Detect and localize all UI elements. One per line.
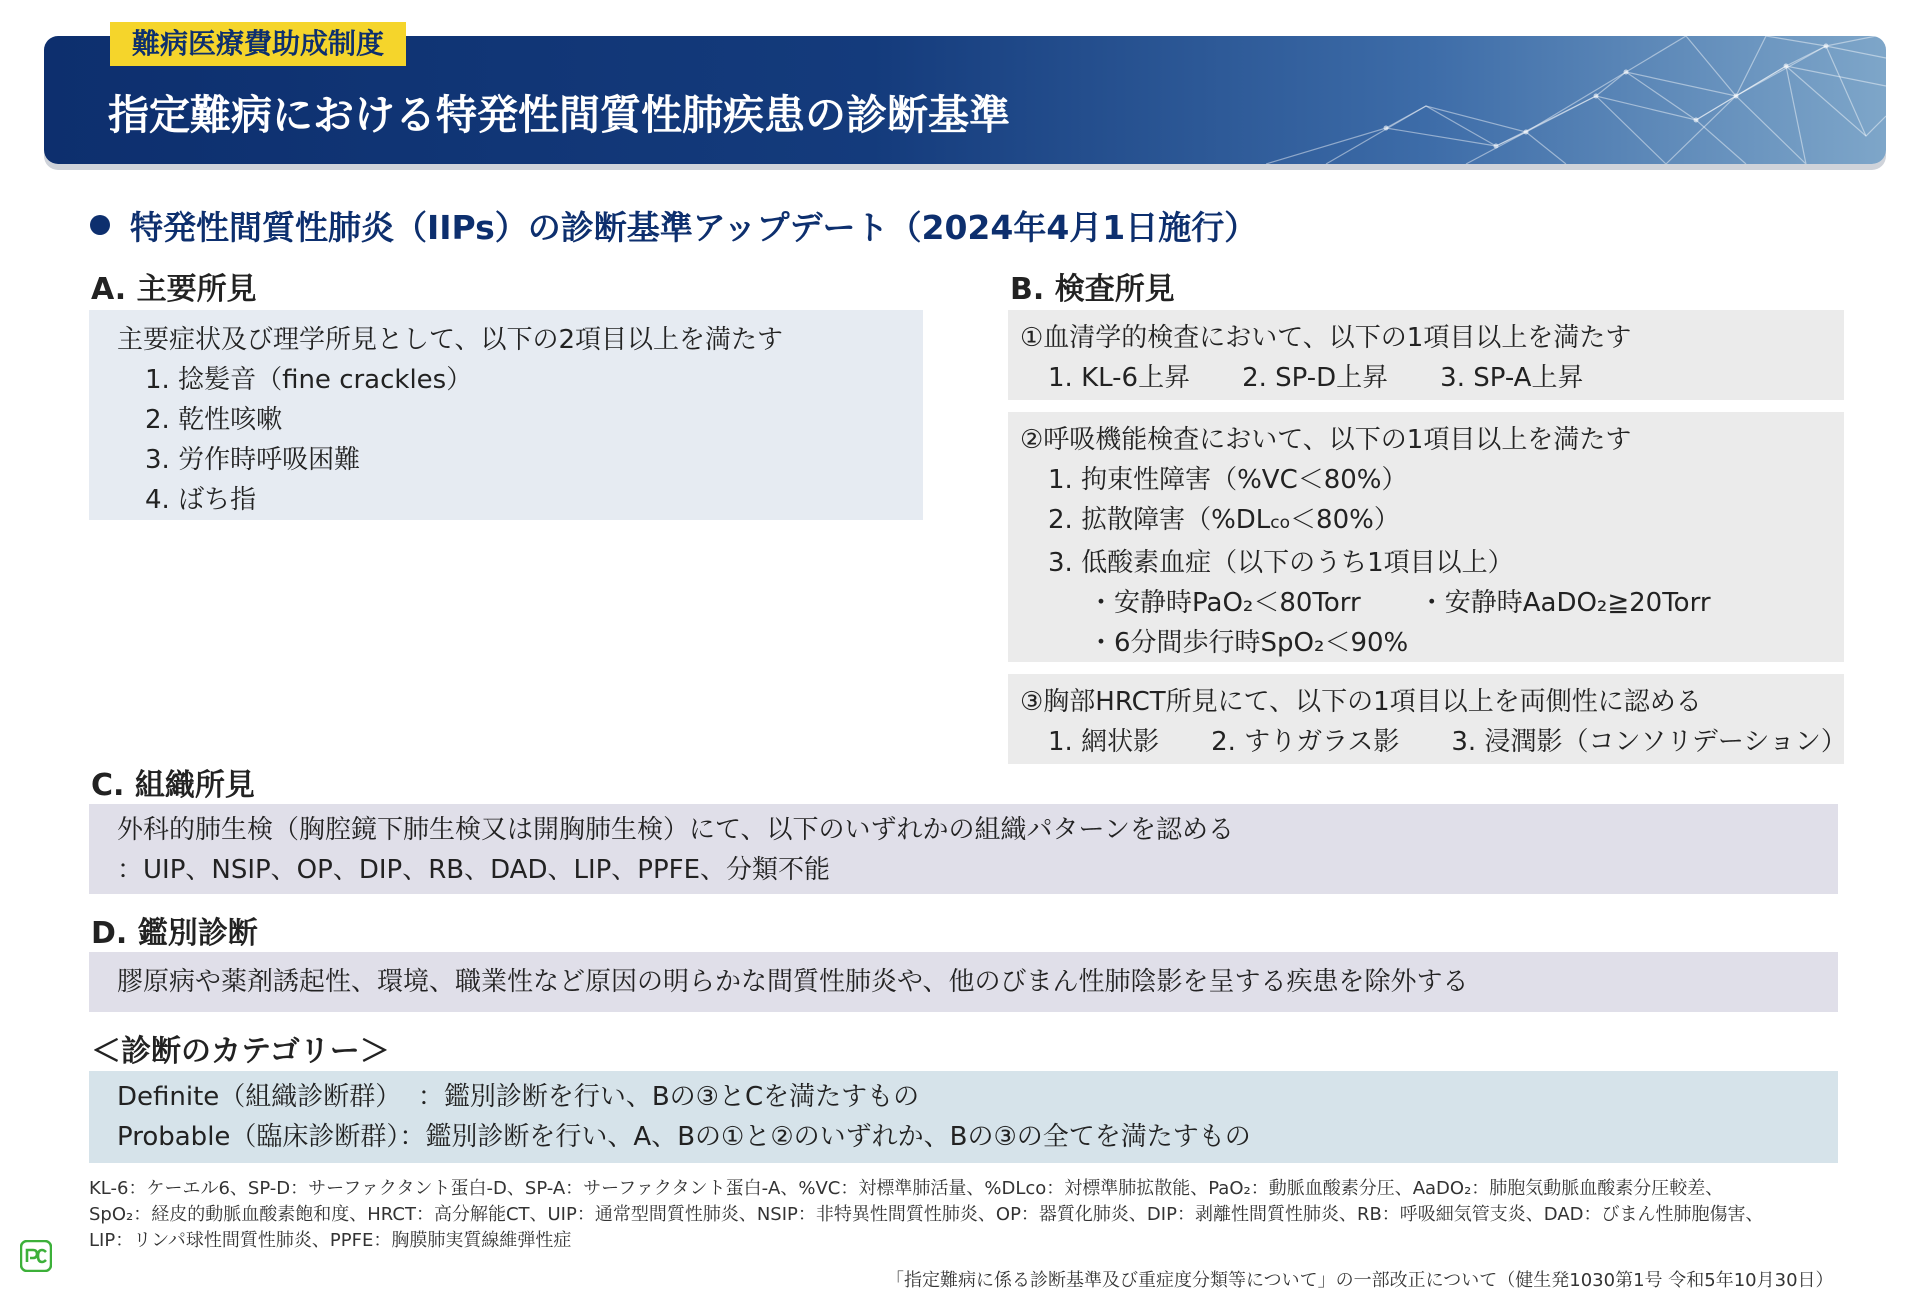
section-b-serology-items xyxy=(1020,358,1832,398)
footnote-line: LIP：リンパ球性間質性肺炎、PPFE：胸膜肺実質線維弾性症 xyxy=(89,1230,572,1251)
hypoxemia-bullet: ・6分間歩行時SpO₂＜90% xyxy=(1088,628,1409,658)
section-b-respiratory-box xyxy=(1008,412,1844,662)
category-title: ＜診断のカテゴリー＞ xyxy=(91,1034,390,1069)
footnote-line: SpO₂：経皮的動脈血酸素飽和度、HRCT：高分解能CT、UIP：通常型間質性肺炎、NSIP：非特異性間質性肺炎、OP：器質化肺炎、DIP：剥離性間質性肺炎、RB：呼吸細気管支炎、DAD：びまん性肺胞傷害、 xyxy=(89,1204,1764,1225)
section-b-serology-lead: ①血清学的検査において、以下の1項目以上を満たす xyxy=(1020,323,1632,353)
section-c-line: 外科的肺生検（胸腔鏡下肺生検又は開胸肺生検）にて、以下のいずれかの組織パターンを認める xyxy=(117,815,1234,845)
bullet-dot-icon xyxy=(90,215,110,235)
section-c-box xyxy=(89,804,1838,894)
serology-item: 1. KL-6上昇 xyxy=(1048,363,1191,393)
category-tag: 難病医療費助成制度 xyxy=(110,22,406,66)
section-a-item: 1. 捻髪音（fine crackles） xyxy=(145,365,473,395)
source-citation: 「指定難病に係る診断基準及び重症度分類等について」の一部改正について（健生発1030第1号 令和5年10月30日） xyxy=(886,1270,1834,1291)
section-b-respiratory-lead: ②呼吸機能検査において、以下の1項目以上を満たす xyxy=(1020,425,1632,455)
serology-item: 3. SP-A上昇 xyxy=(1440,363,1584,393)
section-a-title: A. 主要所見 xyxy=(91,272,257,307)
section-a-box xyxy=(89,310,923,520)
page-title: 指定難病における特発性間質性肺疾患の診断基準 xyxy=(108,91,1010,139)
section-d-text: 膠原病や薬剤誘起性、環境、職業性など原因の明らかな間質性肺炎や、他のびまん性肺陰影を呈する疾患を除外する xyxy=(117,967,1469,997)
respiratory-item: 3. 低酸素血症（以下のうち1項目以上） xyxy=(1048,548,1514,578)
section-b-hrct-lead: ③胸部HRCT所見にて、以下の1項目以上を両側性に認める xyxy=(1020,687,1702,717)
pc-logo-icon xyxy=(20,1240,52,1272)
respiratory-item: 1. 拘束性障害（%VC＜80%） xyxy=(1048,465,1408,495)
network-pattern-graphic xyxy=(1266,36,1886,164)
respiratory-item: 2. 拡散障害（%DLco＜80%） xyxy=(1048,505,1400,535)
section-b-hrct-items xyxy=(1020,722,1847,762)
hypoxemia-bullet: ・安静時AaDO₂≧20Torr xyxy=(1418,588,1711,618)
footnote-line: KL-6：ケーエル6、SP-D：サーファクタント蛋白-D、SP-A：サーファクタント蛋白-A、%VC：対標準肺活量、%DLco：対標準肺拡散能、PaO₂：動脈血酸素分圧、AaDO₂：肺胞気動脈血酸素分圧較差、 xyxy=(89,1178,1724,1199)
section-b-serology-box xyxy=(1008,310,1844,400)
abbreviation-footnote xyxy=(89,1176,1764,1254)
serology-item: 2. SP-D上昇 xyxy=(1242,363,1389,393)
section-a-item: 4. ばち指 xyxy=(145,485,257,515)
section-b-hrct-box xyxy=(1008,674,1847,764)
section-a-item: 3. 労作時呼吸困難 xyxy=(145,445,361,475)
subtitle xyxy=(90,202,1257,249)
hrct-item: 1. 網状影 xyxy=(1048,727,1160,757)
section-a-lead: 主要症状及び理学所見として、以下の2項目以上を満たす xyxy=(117,325,784,355)
hrct-item: 2. すりガラス影 xyxy=(1211,727,1400,757)
hypoxemia-bullet: ・安静時PaO₂＜80Torr xyxy=(1088,588,1361,618)
category-definite: Definite（組織診断群） ：鑑別診断を行い、Bの③とCを満たすもの xyxy=(117,1082,920,1112)
section-a-item: 2. 乾性咳嗽 xyxy=(145,405,283,435)
section-d-title: D. 鑑別診断 xyxy=(91,916,258,951)
hrct-item: 3. 浸潤影（コンソリデーション） xyxy=(1451,727,1847,757)
subtitle-text: 特発性間質性肺炎（IIPs）の診断基準アップデート（2024年4月1日施行） xyxy=(130,208,1258,247)
section-b-title: B. 検査所見 xyxy=(1010,272,1175,307)
section-c-line: ：UIP、NSIP、OP、DIP、RB、DAD、LIP、PPFE、分類不能 xyxy=(117,855,831,885)
category-box xyxy=(89,1071,1838,1163)
section-d-box xyxy=(89,952,1838,1012)
section-c-title: C. 組織所見 xyxy=(91,768,255,803)
hypoxemia-bullets xyxy=(1020,583,1832,623)
category-probable: Probable（臨床診断群）：鑑別診断を行い、A、Bの①と②のいずれか、Bの③の全てを満たすもの xyxy=(117,1122,1251,1152)
